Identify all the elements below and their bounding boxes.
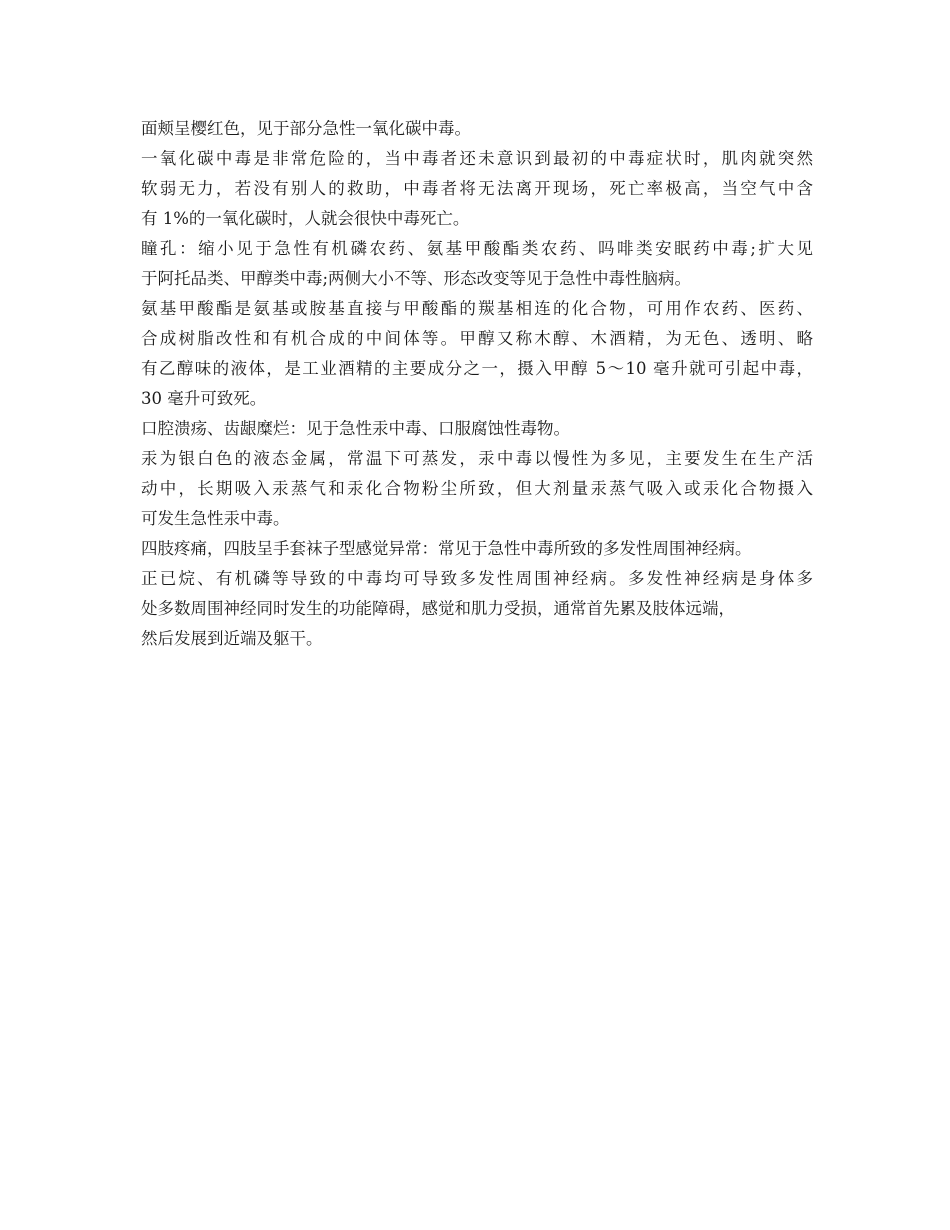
text-line: 一氧化碳中毒是非常危险的，当中毒者还未意识到最初的中毒症状时，肌肉就突然: [141, 149, 813, 168]
paragraph-mercury: [141, 444, 841, 534]
paragraph-limb-pain: [141, 534, 841, 564]
text-line: 软弱无力，若没有别人的救助，中毒者将无法离开现场，死亡率极高，当空气中含: [141, 179, 813, 198]
text-line: 处多数周围神经同时发生的功能障碍，感觉和肌力受损，通常首先累及肢体远端，: [141, 599, 735, 618]
text-line: 口腔溃疡、齿龈糜烂：见于急性汞中毒、口服腐蚀性毒物。: [141, 419, 570, 438]
paragraph-carbon-monoxide-danger: [141, 144, 841, 234]
text-line: 可发生急性汞中毒。: [141, 509, 290, 528]
text-line: 四肢疼痛，四肢呈手套袜子型感觉异常：常见于急性中毒所致的多发性周围神经病。: [141, 539, 752, 558]
text-line: 氨基甲酸酯是氨基或胺基直接与甲酸酯的羰基相连的化合物，可用作农药、医药、: [141, 299, 813, 318]
text-line: 30 毫升可致死。: [141, 389, 267, 408]
text-line: 面颊呈樱红色，见于部分急性一氧化碳中毒。: [141, 119, 471, 138]
document-body: [141, 114, 841, 654]
text-line: 动中，长期吸入汞蒸气和汞化合物粉尘所致，但大剂量汞蒸气吸入或汞化合物摄入: [141, 479, 813, 498]
paragraph-carbon-monoxide-face: [141, 114, 841, 144]
text-line: 有 1%的一氧化碳时，人就会很快中毒死亡。: [141, 209, 470, 228]
text-line: 正已烷、有机磷等导致的中毒均可导致多发性周围神经病。多发性神经病是身体多: [141, 569, 813, 588]
text-line: 然后发展到近端及躯干。: [141, 629, 323, 648]
text-line: 汞为银白色的液态金属，常温下可蒸发，汞中毒以慢性为多见，主要发生在生产活: [141, 449, 813, 468]
paragraph-pupils: [141, 234, 841, 294]
text-line: 于阿托品类、甲醇类中毒;两侧大小不等、形态改变等见于急性中毒性脑病。: [141, 269, 692, 288]
paragraph-carbamate-methanol: [141, 294, 841, 414]
paragraph-polyneuropathy: [141, 564, 841, 654]
text-line: 合成树脂改性和有机合成的中间体等。甲醇又称木醇、木酒精，为无色、透明、略: [141, 329, 813, 348]
text-line: 有乙醇味的液体，是工业酒精的主要成分之一，摄入甲醇 5～10 毫升就可引起中毒，: [141, 359, 813, 378]
text-line: 瞳孔：缩小见于急性有机磷农药、氨基甲酸酯类农药、吗啡类安眠药中毒;扩大见: [141, 239, 813, 258]
paragraph-oral-ulcers: [141, 414, 841, 444]
